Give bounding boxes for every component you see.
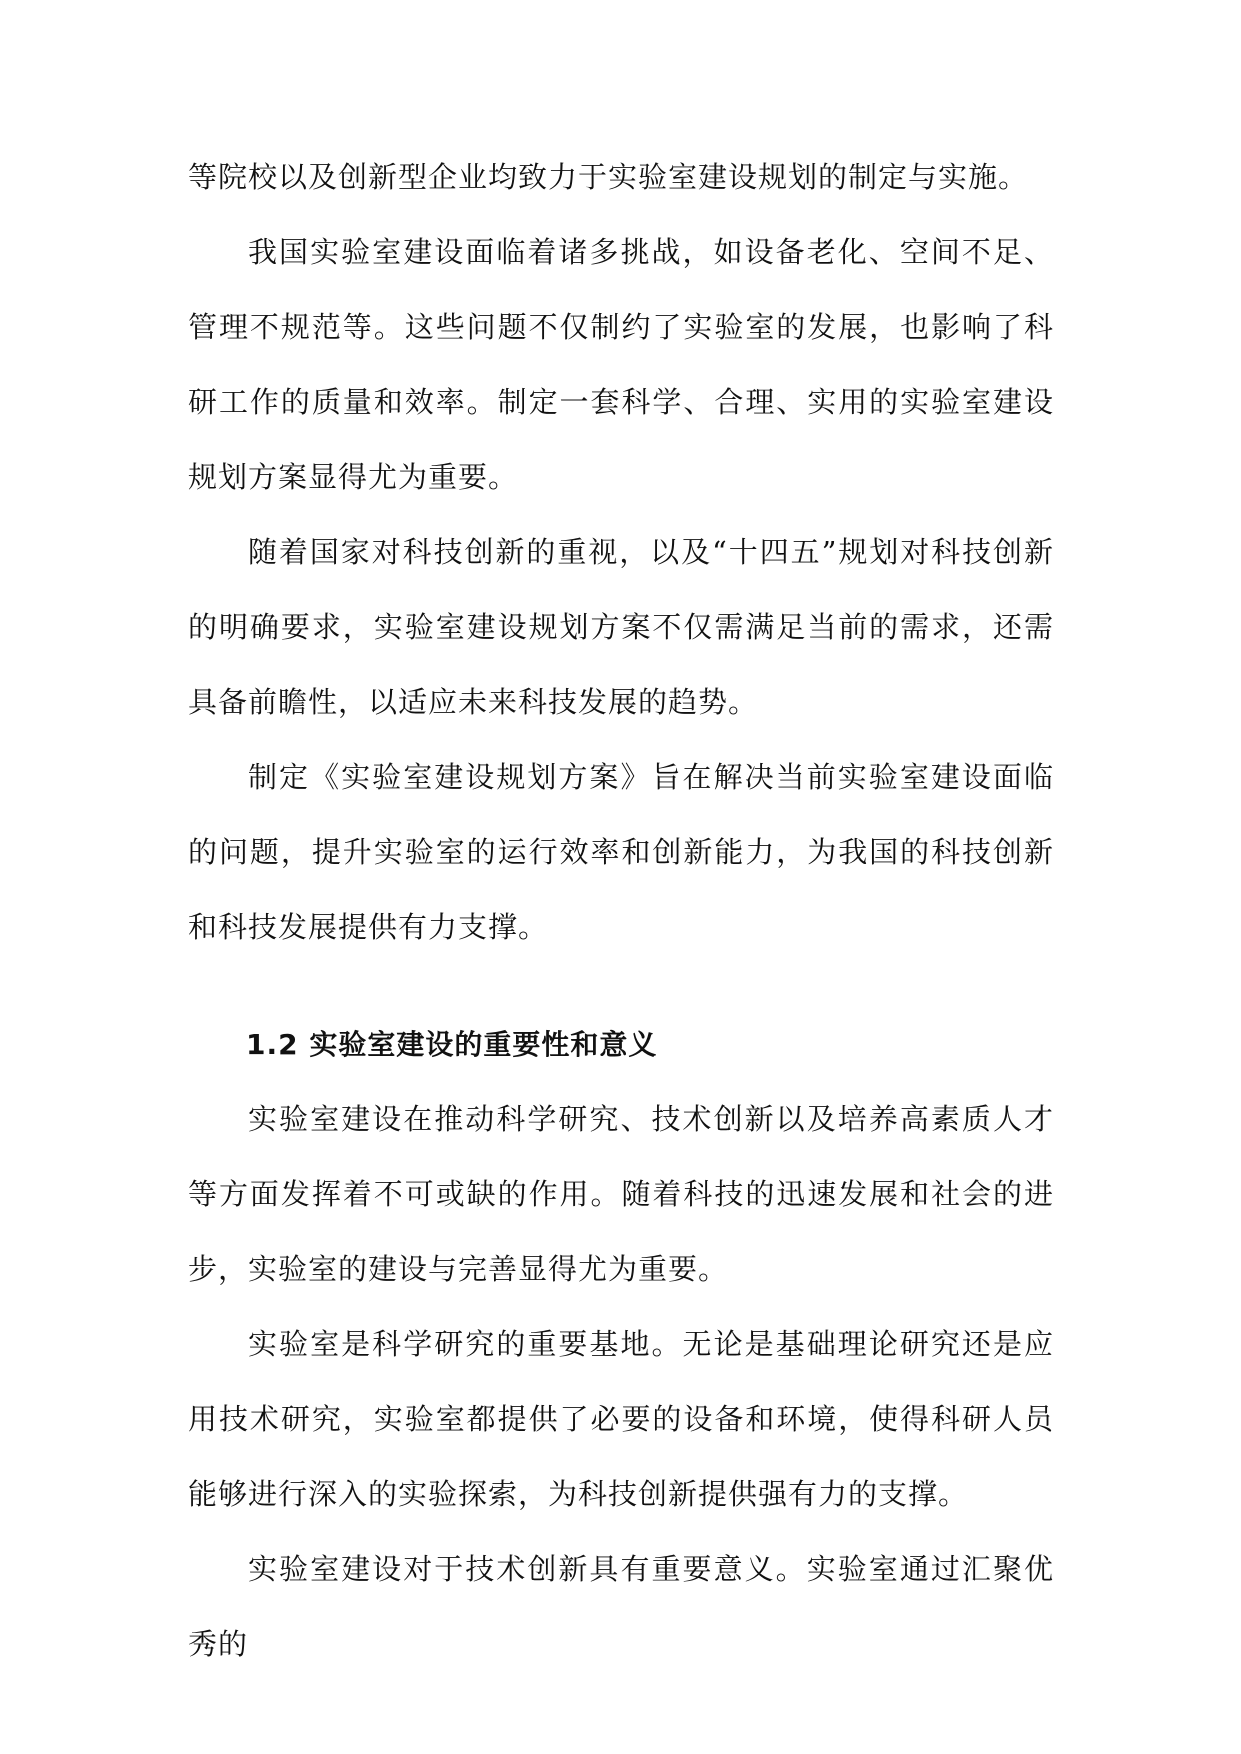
paragraph: 实验室建设在推动科学研究、技术创新以及培养高素质人才等方面发挥着不可或缺的作用。随着科技的迅速发展和社会的进步，实验室的建设与完善显得尤为重要。 xyxy=(188,1102,1054,1286)
paragraph: 制定《实验室建设规划方案》旨在解决当前实验室建设面临的问题，提升实验室的运行效率和创新能力，为我国的科技创新和科技发展提供有力支撑。 xyxy=(188,760,1054,944)
paragraph: 等院校以及创新型企业均致力于实验室建设规划的制定与实施。 xyxy=(188,160,1029,194)
paragraph: 随着国家对科技创新的重视，以及“十四五”规划对科技创新的明确要求，实验室建设规划方案不仅需满足当前的需求，还需具备前瞻性，以适应未来科技发展的趋势。 xyxy=(188,535,1054,719)
paragraph: 实验室是科学研究的重要基地。无论是基础理论研究还是应用技术研究，实验室都提供了必要的设备和环境，使得科研人员能够进行深入的实验探索，为科技创新提供强有力的支撑。 xyxy=(188,1327,1054,1511)
section-heading: 1.2 实验室建设的重要性和意义 xyxy=(246,1028,658,1061)
document-body xyxy=(188,140,1054,1682)
paragraph: 实验室建设对于技术创新具有重要意义。实验室通过汇聚优秀的 xyxy=(188,1552,1054,1661)
paragraph: 我国实验室建设面临着诸多挑战，如设备老化、空间不足、管理不规范等。这些问题不仅制约了实验室的发展，也影响了科研工作的质量和效率。制定一套科学、合理、实用的实验室建设规划方案显得尤为重要。 xyxy=(188,235,1054,494)
